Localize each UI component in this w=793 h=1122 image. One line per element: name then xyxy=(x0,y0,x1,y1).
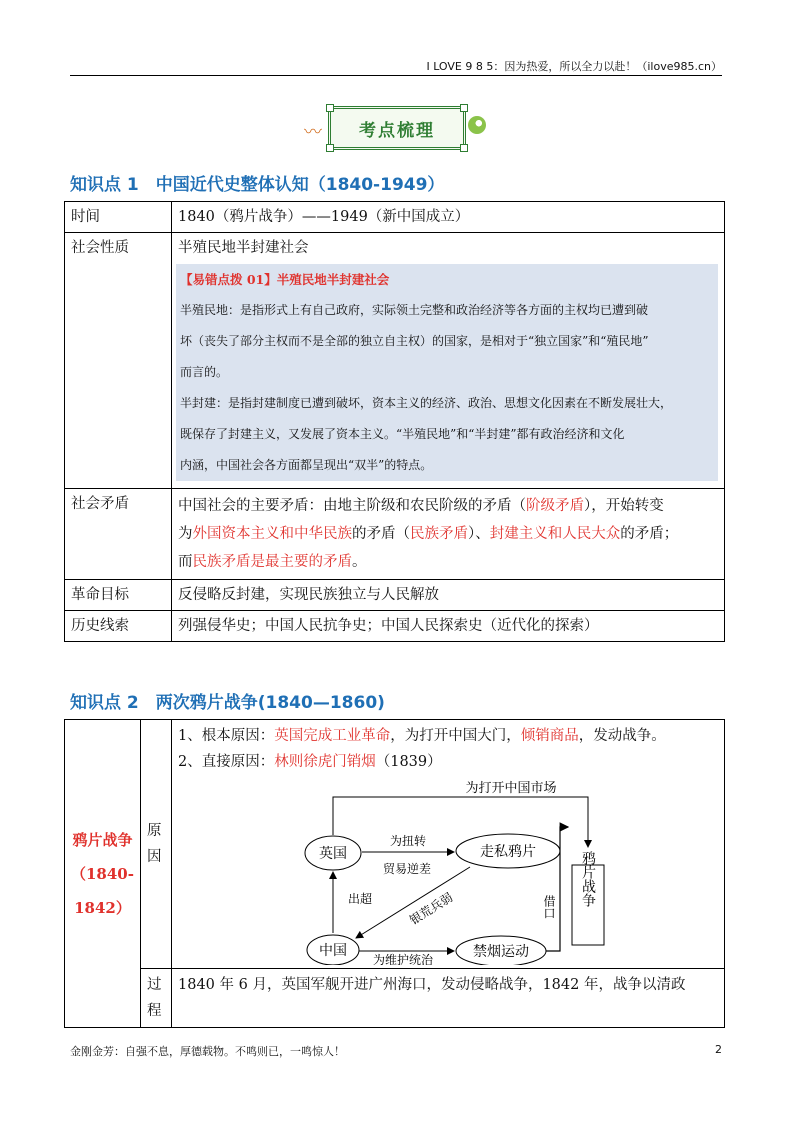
badge-corner xyxy=(326,144,334,152)
section-badge xyxy=(300,102,490,152)
label-defend: 为维护统治 xyxy=(373,953,434,965)
process-label: 过程 xyxy=(140,969,171,1028)
war-years: （1840-1842） xyxy=(71,864,134,917)
note-line: 而言的。 xyxy=(180,365,229,379)
text-run: 而 xyxy=(178,554,193,570)
highlight-text: 民族矛盾是最主要的矛盾 xyxy=(192,554,352,570)
table-row xyxy=(65,489,725,580)
text-run: 2、直接原因： xyxy=(178,754,275,770)
text-run: 为 xyxy=(178,526,193,542)
page-number: 2 xyxy=(715,1043,722,1056)
text-run: 的矛盾（ xyxy=(352,526,410,542)
highlight-text: 封建主义和人民大众 xyxy=(489,526,621,542)
table-row xyxy=(65,202,725,233)
label-weak: 银荒兵弱 xyxy=(407,890,456,928)
goal-value: 反侵略反封建，实现民族独立与人民解放 xyxy=(172,580,725,611)
nature-value: 半殖民地半封建社会 xyxy=(178,240,309,256)
table-row xyxy=(65,580,725,611)
diagram-svg xyxy=(178,775,718,965)
cause-line xyxy=(178,723,718,749)
nature-label: 社会性质 xyxy=(65,233,172,489)
text-run: ，发动战争。 xyxy=(578,728,666,744)
nature-cell xyxy=(172,233,725,489)
highlight-text: 民族矛盾 xyxy=(410,526,468,542)
highlight-text: 林则徐虎门销烟 xyxy=(274,754,376,770)
highlight-text: 倾销商品 xyxy=(520,728,579,744)
highlight-text: 外国资本主义和中华民族 xyxy=(192,526,352,542)
highlight-text: 英国完成工业革命 xyxy=(274,728,391,744)
node-china-label: 中国 xyxy=(319,943,347,959)
goal-label: 革命目标 xyxy=(65,580,172,611)
time-value: 1840（鸦片战争）——1949（新中国成立） xyxy=(172,202,725,233)
note-line: 半殖民地：是指形式上有自己政府，实际领土完整和政治经济等各方面的主权均已遭到破 xyxy=(180,303,649,317)
node-war-label: 鸦片战争 xyxy=(580,851,596,907)
page-header: I LOVE 9 8 5：因为热爱，所以全力以赴！（ilove985.cn） xyxy=(426,60,722,73)
edge-top xyxy=(333,797,588,847)
cause-cell xyxy=(172,720,725,969)
clue-label: 历史线索 xyxy=(65,611,172,642)
section1-title: 知识点 1 中国近代史整体认知（1840-1949） xyxy=(70,175,445,195)
note-line: 内涵，中国社会各方面都呈现出“双半”的特点。 xyxy=(180,458,433,472)
section2-title: 知识点 2 两次鸦片战争(1840—1860) xyxy=(70,693,385,713)
page-footer xyxy=(70,1043,722,1059)
label-top: 为打开中国市场 xyxy=(465,781,557,796)
node-ban-label: 禁烟运动 xyxy=(473,944,529,960)
process-value: 1840 年 6 月，英国军舰开进广州海口，发动侵略战争，1842 年，战争以清政 xyxy=(172,969,725,1028)
node-smuggle-label: 走私鸦片 xyxy=(480,844,536,860)
note-line: 坏（丧失了部分主权而不是全部的独立自主权）的国家，是相对于“独立国家”和“殖民地” xyxy=(180,334,649,348)
text-run: 的矛盾； xyxy=(620,526,679,542)
text-run: 。 xyxy=(352,554,367,570)
text-run: 1、根本原因： xyxy=(178,728,275,744)
cause-label: 原因 xyxy=(140,720,171,969)
note-line: 半封建：是指封建制度已遭到破坏，资本主义的经济、政治、思想文化因素在不断发展壮大， xyxy=(180,396,673,410)
contradiction-label: 社会矛盾 xyxy=(65,489,172,580)
text-run: ，为打开中国大门， xyxy=(390,728,521,744)
footer-text: 金刚金芳：自强不息，厚德载物。不鸣则已，一鸣惊人！ xyxy=(70,1045,345,1058)
badge-corner xyxy=(460,144,468,152)
text-run: 中国社会的主要矛盾：由地主阶级和农民阶级的矛盾（ xyxy=(178,498,526,514)
war-side-cell xyxy=(65,720,141,1028)
badge-label: 考点梳理 xyxy=(359,120,435,141)
note-title: 【易错点拨 01】半殖民地半封建社会 xyxy=(180,272,390,287)
time-label: 时间 xyxy=(65,202,172,233)
table-row xyxy=(65,720,725,969)
error-note xyxy=(176,264,718,481)
note-line: 既保存了封建主义，又发展了资本主义。“半殖民地”和“半封建”都有政治经济和文化 xyxy=(180,427,625,441)
ball-icon xyxy=(468,116,486,134)
header-divider xyxy=(70,75,722,76)
overview-table xyxy=(64,201,725,642)
label-reverse: 为扭转 xyxy=(390,834,427,848)
cause-line xyxy=(178,749,718,775)
table-row xyxy=(65,969,725,1028)
leaf-icon: 〰 xyxy=(304,122,322,143)
label-attack: 出超 xyxy=(348,892,373,906)
contradiction-value xyxy=(172,489,725,580)
cause-diagram xyxy=(178,775,718,965)
badge-frame xyxy=(328,106,466,150)
opium-war-table xyxy=(64,719,725,1028)
node-britain-label: 英国 xyxy=(319,846,347,862)
text-run: ）、 xyxy=(468,526,490,542)
war-title: 鸦片战争 xyxy=(72,830,133,849)
text-run: ），开始转变 xyxy=(584,498,664,514)
label-deficit: 贸易逆差 xyxy=(383,862,432,876)
table-row xyxy=(65,611,725,642)
badge-corner xyxy=(326,104,334,112)
highlight-text: 阶级矛盾 xyxy=(526,498,584,514)
clue-value: 列强侵华史；中国人民抗争史；中国人民探索史（近代化的探索） xyxy=(172,611,725,642)
text-run: （1839） xyxy=(375,754,442,770)
badge-corner xyxy=(460,104,468,112)
label-pretext: 借口 xyxy=(542,895,556,919)
table-row xyxy=(65,233,725,489)
